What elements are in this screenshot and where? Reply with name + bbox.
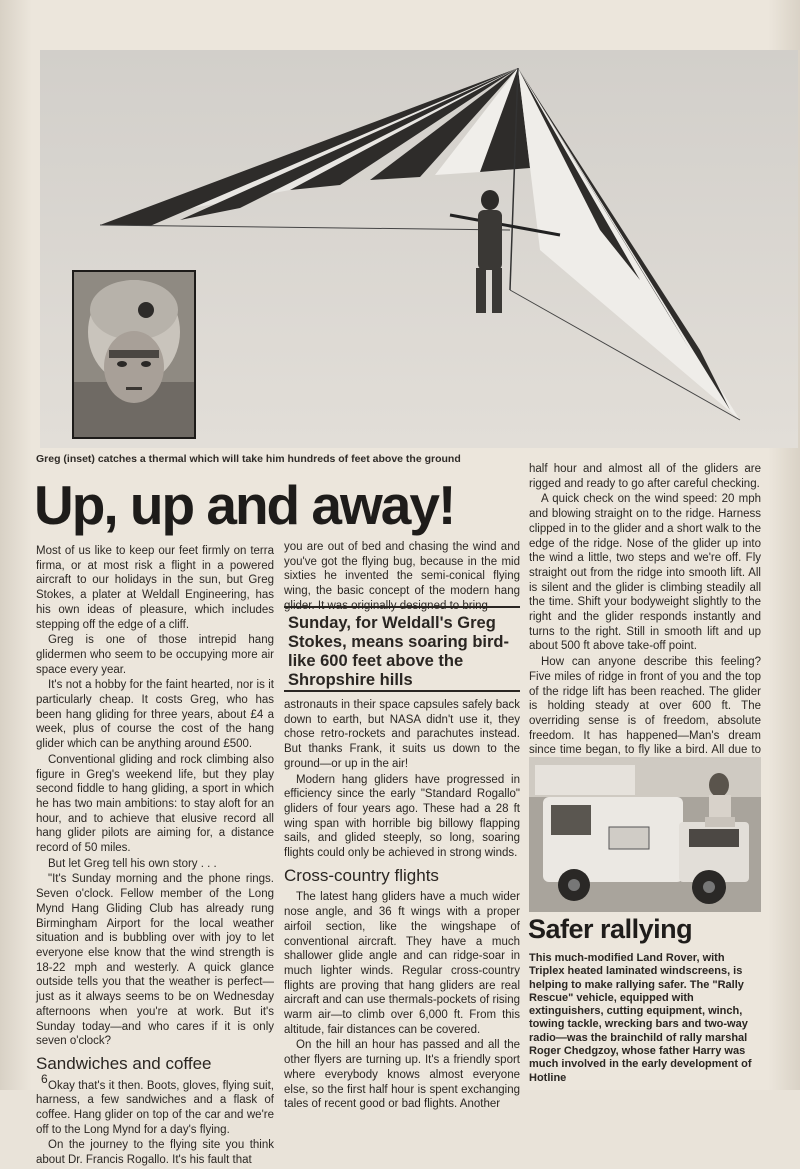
paragraph: half hour and almost all of the gliders are rigged and ready to go after careful checking.: [529, 463, 761, 490]
article-column-2: [284, 698, 520, 1113]
land-rover-photo: [529, 757, 761, 912]
photo-caption: Greg (inset) catches a thermal which will take him hundreds of feet above the ground: [36, 453, 461, 465]
article-column-1: [36, 544, 274, 1169]
subheading-sandwiches: Sandwiches and coffee: [36, 1053, 212, 1073]
paragraph: But let Greg tell his own story . . .: [48, 857, 217, 870]
article-column-2-top: [284, 540, 520, 615]
paragraph: It's not a hobby for the faint hearted, nor is it particularly cheap. It costs Greg, who has been hang gliding for three years, about £4 a week, plus of course the cost of the hang glider which can be anything around £500.: [36, 679, 274, 751]
article-column-3: [529, 462, 761, 788]
greg-inset-photo: [72, 270, 196, 439]
rally-caption: This much-modified Land Rover, with Triplex heated laminated windscreens, is helping to make rallying safer. The "Rally Rescue" vehicle, equipped with extinguishers, cutting equipment, winch, towing tackle, wrecking bars and two-way radio—was the brainchild of rally marshal Roger Chedgzoy, whose father Harry was much involved in the early development of Hotline: [529, 952, 752, 1084]
paragraph: Greg is one of those intrepid hang glidermen who seem to be occupying more air space every year.: [36, 634, 274, 676]
pull-quote: Sunday, for Weldall's Greg Stokes, means soaring bird-like 600 feet above the Shropshire hills: [284, 606, 520, 692]
paragraph: On the hill an hour has passed and all the other flyers are turning up. It's a friendly sport where everybody knows almost everyone else, so the first half hour is spent exchanging tales of recent good or bad flights. Another: [284, 1039, 520, 1111]
paragraph: Conventional gliding and rock climbing also figure in Greg's weekend life, but they play second fiddle to hang gliding, a sport in which he has two main ambitions: to stay aloft for an hour, and to achieve that elusive record all hang glider pilots are aiming for, a distance record of 50 miles.: [36, 753, 274, 855]
paragraph: On the journey to the flying site you think about Dr. Francis Rogallo. It's his fault that: [36, 1139, 274, 1167]
paragraph: The latest hang gliders have a much wider nose angle, and 36 ft wings with a proper airfoil section, like the wingshape of conventional aircraft. They have a much shallower glide angle and can ridge-soar in much lighter winds. Regular cross-country flights are proving that hang gliders are real aircraft and can use thermals-pockets of rising warm air—to climb over 6,000 ft. From this altitude, fair distances can be covered.: [284, 891, 520, 1036]
paragraph: Modern hang gliders have progressed in efficiency since the early "Standard Rogallo" gliders of four years ago. These had a 28 ft wing span with horrible big billowy flapping sails, and glided steeply, so long, soaring flights could only be achieved in strong winds.: [284, 773, 520, 860]
paragraph: How can anyone describe this feeling? Five miles of ridge in front of you and the top of the ridge lift has been reached. The glider is holding steady at over 600 ft. The overriding sense is of freedom, absolute freedom. It has happened—Man's dream since time began, to fly like a bird. All due to: [529, 656, 761, 757]
paragraph: A quick check on the wind speed: 20 mph and blowing straight on to the ridge. Harness clipped in to the glider and a short walk to the edge of the ridge. Nose of the glider up into the wind a little, two steps and we're off. Fly straight out from the ridge into smooth lift. All is silent and the glider is climbing steadily all the time. Shift your bodyweight slightly to the right and the glider responds instantly and turns to the right. Still in smooth lift and up about 500 ft above take-off point.: [529, 493, 761, 653]
paragraph: "It's Sunday morning and the phone rings. Seven o'clock. Fellow member of the Long Mynd Hang Gliding Club has already rung Birmingham Airport for the local weather situation and is bubbling over with joy to let everyone else know that the wind strength is 18-22 mph and westerly. A quick glance outside tells you that the weather is perfect—just as it always seems to be on Wednesday afternoons when you're at work. But it's Sunday today—and who cares if it is only seven o'clock?: [36, 873, 274, 1048]
subheading-cross-country: Cross-country flights: [284, 865, 439, 885]
paragraph: Okay that's it then. Boots, gloves, flying suit, harness, a few sandwiches and a flask of coffee. Hang glider on top of the car and we're off to the Long Mynd for a day's flying.: [36, 1079, 274, 1136]
paragraph: Most of us like to keep our feet firmly on terra firma, or at most risk a flight in a powered aircraft to our holidays in the sun, but Greg Stokes, a plater at Weldall Engineering, has his own ideas of pleasure, which includes stepping off the edge of a cliff.: [36, 545, 274, 631]
paragraph: you are out of bed and chasing the wind and you've got the flying bug, because in the mid sixties he invented the semi-conical flying wing, the basic concept of the modern hang glider. It was originally designed to bring: [284, 541, 520, 612]
page-number: 6: [41, 1072, 48, 1086]
rally-heading: Safer rallying: [528, 914, 693, 944]
paragraph: astronauts in their space capsules safely back down to earth, but NASA didn't use it, they chose retro-rockets and parachutes instead. But thanks Frank, it suits us down to the ground—or up in the air!: [284, 699, 520, 770]
article-headline: Up, up and away!: [34, 474, 455, 536]
